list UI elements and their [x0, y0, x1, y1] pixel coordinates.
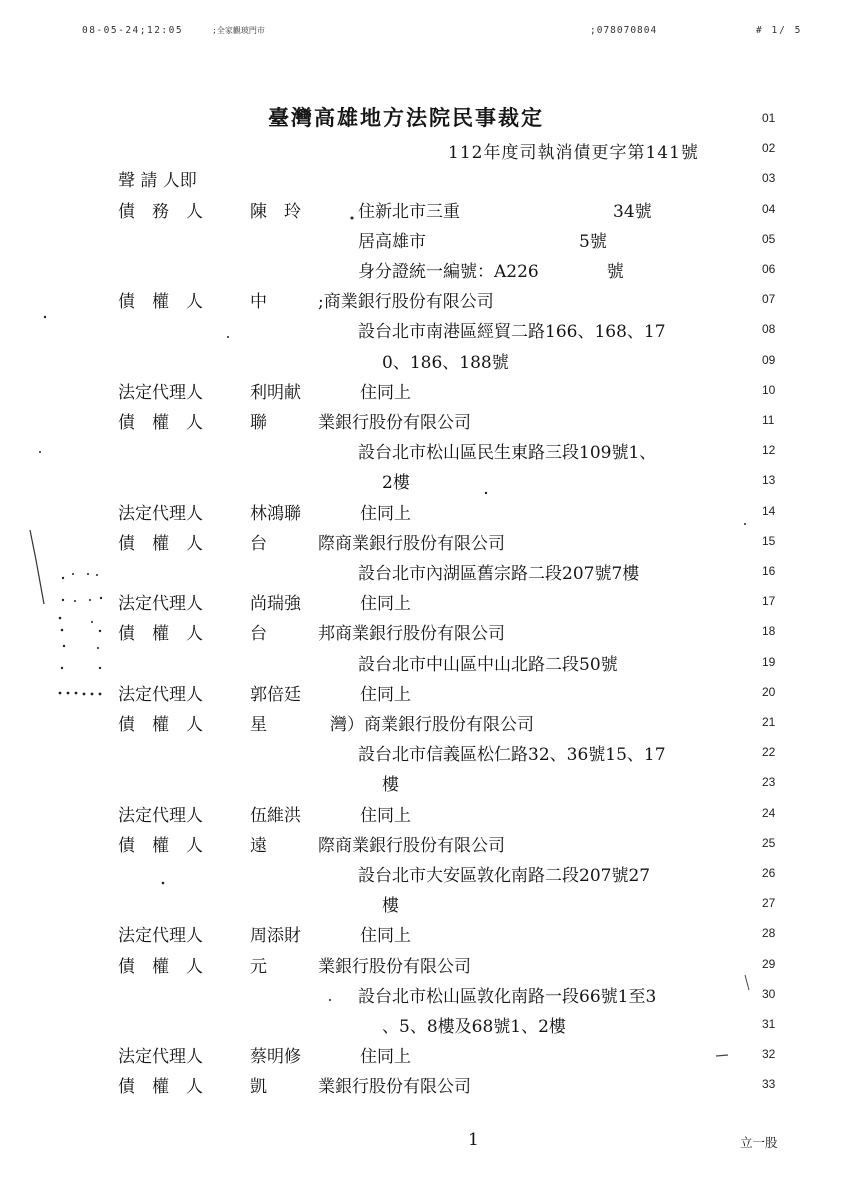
line-number: 22: [762, 745, 776, 760]
line-text: 設台北市中山區中山北路二段50號: [358, 654, 618, 675]
party-role: 債 權 人: [118, 292, 203, 313]
court-unit: 立一股: [740, 1136, 778, 1150]
line-text: 設台北市大安區敦化南路二段207號27: [358, 866, 651, 886]
line-text: 住同上: [360, 926, 411, 947]
line-number: 20: [762, 684, 776, 699]
line-number: 10: [762, 382, 776, 397]
party-role: 債 務 人: [118, 201, 203, 222]
line-text: 設台北市南港區經貿二路166、168、17: [358, 322, 666, 343]
party-name: 台: [250, 533, 267, 554]
line-number: 19: [762, 654, 776, 669]
line-text: 住同上: [360, 382, 411, 403]
party-role: 債 權 人: [118, 533, 203, 554]
page-number: 1: [468, 1130, 479, 1150]
line-text: 身分證統一編號：A226 號: [358, 262, 624, 282]
line-number: 16: [762, 564, 776, 578]
line-number: 02: [762, 141, 776, 156]
line-text: 住同上: [360, 805, 411, 826]
party-name: 蔡明修: [250, 1047, 301, 1068]
line-number: 17: [762, 594, 776, 609]
line-number: 12: [762, 443, 776, 458]
party-role: 債 權 人: [118, 1077, 203, 1098]
line-text: 邦商業銀行股份有限公司: [318, 624, 505, 645]
party-role: 債 權 人: [118, 715, 203, 735]
line-number: 32: [762, 1047, 776, 1062]
fax-sender: ;全家觀玻門市: [212, 26, 265, 35]
line-text: 設台北市信義區松仁路32、36號15、17: [358, 745, 666, 766]
party-role: 法定代理人: [118, 382, 203, 403]
party-name: 林鴻聯: [250, 503, 301, 524]
line-number: 06: [762, 262, 776, 276]
line-text: 樓: [382, 775, 399, 796]
line-text: 住同上: [360, 684, 411, 705]
line-number: 28: [762, 926, 776, 941]
party-role: 債 權 人: [118, 624, 203, 645]
line-text: 業銀行股份有限公司: [318, 413, 471, 433]
fax-number: ;078070804: [590, 25, 658, 36]
line-number: 33: [762, 1077, 776, 1092]
document-title: 臺灣高雄地方法院民事裁定: [268, 105, 544, 130]
line-number: 13: [762, 473, 776, 488]
line-text: 業銀行股份有限公司: [318, 1077, 471, 1098]
line-number: 15: [762, 533, 776, 548]
party-role: 法定代理人: [118, 805, 203, 826]
party-name: 尚瑞強: [250, 594, 301, 615]
line-text: 樓: [382, 896, 399, 917]
line-number: 27: [762, 896, 776, 911]
line-text: 住同上: [360, 594, 411, 615]
party-name: 遠: [250, 835, 267, 856]
line-text: 、5、8樓及68號1、2樓: [382, 1017, 566, 1037]
line-number: 07: [762, 292, 776, 307]
party-name: 聯: [250, 413, 267, 433]
line-text: 設台北市內湖區舊宗路二段207號7樓: [358, 564, 640, 584]
line-text: ;商業銀行股份有限公司: [318, 292, 494, 313]
line-number: 21: [762, 715, 776, 729]
line-number: 29: [762, 956, 776, 971]
line-number: 04: [762, 201, 776, 216]
line-text: 0、186、188號: [382, 352, 509, 373]
line-number: 14: [762, 503, 776, 518]
line-text: 灣）商業銀行股份有限公司: [330, 715, 534, 735]
party-name: 利明献: [250, 382, 301, 403]
line-text: 際商業銀行股份有限公司: [318, 533, 505, 554]
line-text: 住同上: [360, 503, 411, 524]
line-number: 05: [762, 231, 776, 246]
party-name: 陳 玲: [250, 201, 301, 222]
line-number: 03: [762, 171, 776, 186]
party-role: 債 權 人: [118, 956, 203, 977]
party-role: 法定代理人: [118, 1047, 203, 1068]
line-number: 11: [762, 413, 775, 427]
line-number: 09: [762, 352, 776, 367]
party-name: 中: [250, 292, 267, 313]
party-name: 台: [250, 624, 267, 645]
line-text: 設台北市松山區民生東路三段109號1、: [358, 443, 657, 464]
line-number: 26: [762, 866, 776, 880]
party-role: 債 權 人: [118, 413, 203, 433]
line-number: 08: [762, 322, 776, 337]
line-text: 居高雄市 5號: [358, 231, 607, 252]
line-number: 30: [762, 986, 776, 1001]
party-name: 郭倍廷: [250, 684, 301, 705]
line-number: 01: [762, 111, 776, 125]
party-role: 法定代理人: [118, 594, 203, 615]
line-text: 設台北市松山區敦化南路一段66號1至3: [358, 986, 657, 1007]
line-text: 住同上: [360, 1047, 411, 1068]
line-number: 23: [762, 775, 776, 790]
party-name: 星: [250, 715, 267, 735]
party-role: 法定代理人: [118, 503, 203, 524]
fax-page-indicator: # 1/ 5: [756, 25, 803, 36]
line-text: 業銀行股份有限公司: [318, 956, 471, 977]
party-name: 元: [250, 956, 267, 977]
line-number: 24: [762, 805, 776, 820]
line-text: 際商業銀行股份有限公司: [318, 835, 505, 856]
party-name: 凱: [250, 1077, 267, 1098]
fax-datetime: 08-05-24;12:05: [82, 25, 184, 36]
line-number: 25: [762, 835, 776, 850]
party-role: 法定代理人: [118, 684, 203, 705]
case-number: 112年度司執消債更字第141號: [448, 143, 699, 163]
party-role: 法定代理人: [118, 926, 203, 947]
party-role: 聲 請 人即: [118, 171, 197, 192]
party-role: 債 權 人: [118, 835, 203, 856]
line-text: 2樓: [382, 473, 410, 494]
line-text: 住新北市三重 34號: [358, 201, 652, 222]
line-number: 31: [762, 1017, 776, 1031]
line-number: 18: [762, 624, 776, 639]
party-name: 周添財: [250, 926, 301, 947]
party-name: 伍維洪: [250, 805, 301, 826]
